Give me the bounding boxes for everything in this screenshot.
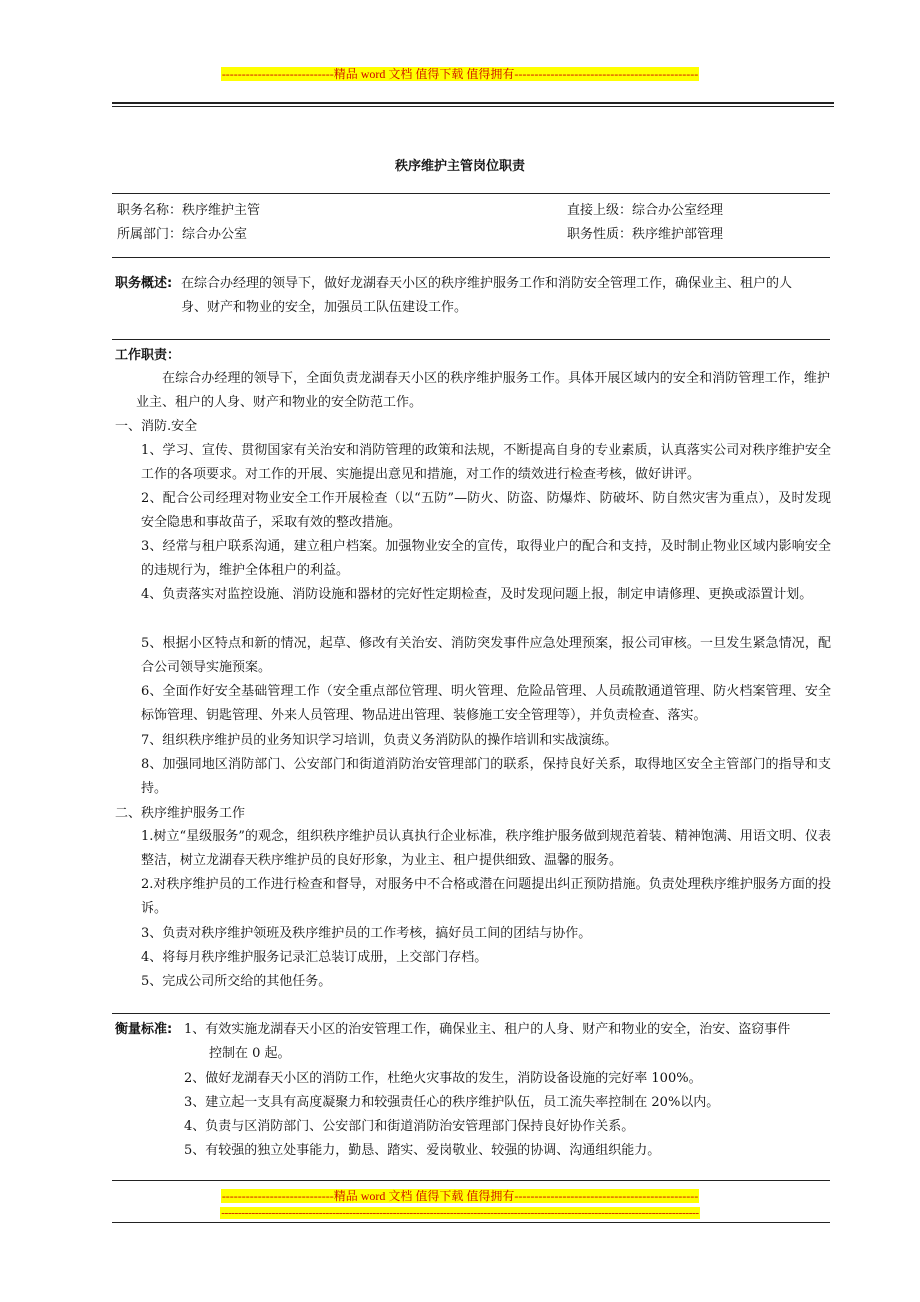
section-2-item: 2.对秩序维护员的工作进行检查和督导，对服务中不合格或潜在问题提出纠正预防措施。负责处理秩序维护服务方面的投诉。 <box>141 877 831 916</box>
page-title: 秩序维护主管岗位职责 <box>394 159 525 174</box>
info-divider <box>112 257 830 258</box>
overview-line-2: 身、财产和物业的安全，加强员工队伍建设工作。 <box>181 300 468 315</box>
department: 所属部门：综合办公室 <box>117 227 248 242</box>
section-1-item: 6、全面作好安全基础管理工作（安全重点部位管理、明火管理、危险品管理、人员疏散通道管理、防火档案管理、安全标饰管理、钥匙管理、外来人员管理、物品进出管理、装修施工安全管理等），并负责检查、落实。 <box>141 684 831 723</box>
standards-item: 5、有较强的独立处事能力，勤恳、踏实、爱岗敬业、较强的协调、沟通组织能力。 <box>184 1143 661 1158</box>
standards-item: 3、建立起一支具有高度凝聚力和较强责任心的秩序维护队伍，员工流失率控制在 20%以内。 <box>184 1095 720 1110</box>
standards-item-1-line-1: 1、有效实施龙湖春天小区的治安管理工作，确保业主、租户的人身、财产和物业的安全，治安、盗窃事件 <box>184 1022 791 1037</box>
position-nature: 职务性质：秩序维护部管理 <box>567 227 724 242</box>
standards-item: 2、做好龙湖春天小区的消防工作，杜绝火灾事故的发生，消防设备设施的完好率 100%。 <box>184 1071 702 1086</box>
section-1-item: 8、加强同地区消防部门、公安部门和街道消防治安管理部门的联系，保持良好关系，取得地区安全主管部门的指导和支持。 <box>141 757 831 796</box>
overview-label: 职务概述: <box>115 276 173 291</box>
section-1-item: 7、组织秩序维护员的业务知识学习培训，负责义务消防队的操作培训和实战演练。 <box>141 733 618 748</box>
overview-divider <box>112 339 830 340</box>
duties-divider <box>112 1013 830 1014</box>
section-2-item: 3、负责对秩序维护领班及秩序维护员的工作考核，搞好员工间的团结与协作。 <box>141 926 592 941</box>
section-2-title: 二、秩序维护服务工作 <box>115 806 246 821</box>
section-1-item: 3、经常与租户联系沟通，建立租户档案。加强物业安全的宣传，取得业户的配合和支持，及时制止物业区域内影响安全的违规行为，维护全体租户的利益。 <box>141 539 831 578</box>
header-banner <box>0 66 920 82</box>
header-rule-thin <box>112 106 834 107</box>
section-1-item: 2、配合公司经理对物业安全工作开展检查（以“五防”—防火、防盗、防爆炸、防破坏、防自然灾害为重点），及时发现安全隐患和事故苗子，采取有效的整改措施。 <box>141 491 831 530</box>
title-divider <box>112 193 830 194</box>
section-1-item: 4、负责落实对监控设施、消防设施和器材的完好性定期检查，及时发现问题上报，制定申请修理、更换或添置计划。 <box>141 587 813 602</box>
section-2-item: 5、完成公司所交给的其他任务。 <box>141 974 332 989</box>
footer-banner <box>0 1188 920 1204</box>
standards-divider <box>112 1180 830 1181</box>
standards-item: 4、负责与区消防部门、公安部门和街道消防治安管理部门保持良好协作关系。 <box>184 1119 635 1134</box>
footer-banner-dashes <box>0 1205 920 1221</box>
header-rule-thick <box>112 102 834 104</box>
overview-line-1: 在综合办经理的领导下，做好龙湖春天小区的秩序维护服务工作和消防安全管理工作，确保业主、租户的人 <box>181 276 793 291</box>
section-1-title: 一、消防.安全 <box>115 419 198 434</box>
header-banner-text: ----------------------------精品 word 文档 值得下载 值得拥有---------------------------------------------- <box>221 67 699 81</box>
footer-banner-dash-line: ---------------------------------------------------------------------------------------------------------------------------------------------- <box>221 1207 699 1219</box>
direct-superior: 直接上级：综合办公室经理 <box>567 203 724 218</box>
duties-label: 工作职责： <box>115 348 181 363</box>
standards-item-1-line-2: 控制在 0 起。 <box>209 1046 291 1061</box>
position-name: 职务名称：秩序维护主管 <box>117 203 261 218</box>
footer-banner-text: ----------------------------精品 word 文档 值得下载 值得拥有---------------------------------------------- <box>221 1189 699 1203</box>
section-1-item: 1、学习、宣传、贯彻国家有关治安和消防管理的政策和法规，不断提高自身的专业素质，认真落实公司对秩序维护安全工作的各项要求。对工作的开展、实施提出意见和措施，对工作的绩效进行检查考核，做好讲评。 <box>141 443 831 482</box>
section-2-item: 1.树立“星级服务”的观念，组织秩序维护员认真执行企业标准，秩序维护服务做到规范着装、精神饱满、用语文明、仪表整洁，树立龙湖春天秩序维护员的良好形象，为业主、租户提供细致、温馨的服务。 <box>141 829 831 868</box>
section-2-item: 4、将每月秩序维护服务记录汇总装订成册，上交部门存档。 <box>141 950 488 965</box>
standards-label: 衡量标准: <box>115 1022 173 1037</box>
footer-rule <box>112 1222 830 1223</box>
section-1-item: 5、根据小区特点和新的情况，起草、修改有关治安、消防突发事件应急处理预案，报公司审核。一旦发生紧急情况，配合公司领导实施预案。 <box>141 636 831 675</box>
duties-intro: 在综合办经理的领导下，全面负责龙湖春天小区的秩序维护服务工作。具体开展区域内的安全和消防管理工作，维护业主、租户的人身、财产和物业的安全防范工作。 <box>136 371 830 410</box>
